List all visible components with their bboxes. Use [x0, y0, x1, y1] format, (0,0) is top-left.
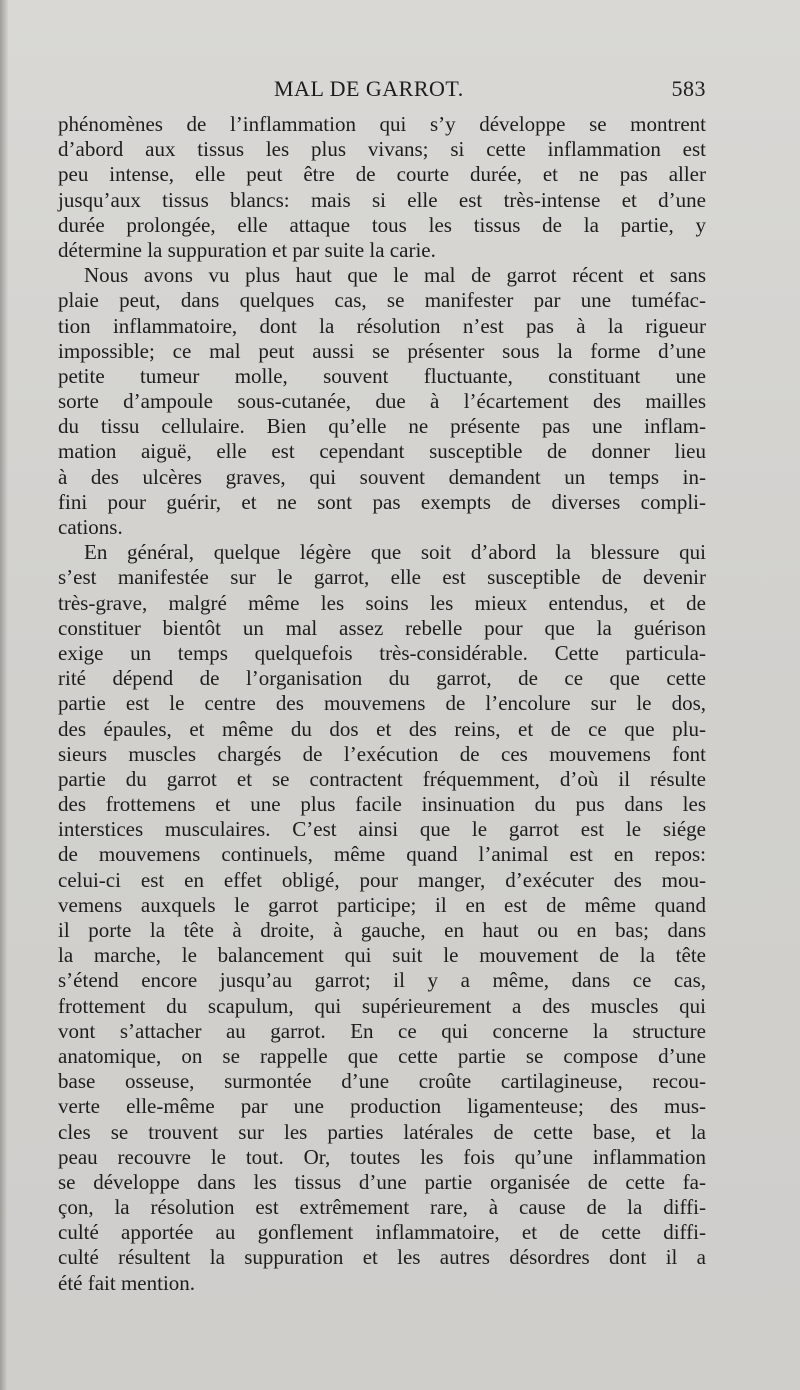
text-line: interstices musculaires. C’est ainsi que le garrot est le siége [58, 817, 706, 842]
text-line: des épaules, et même du dos et des reins, et de ce que plu- [58, 716, 706, 741]
text-line: des frottemens et une plus facile insinuation du pus dans les [58, 792, 706, 817]
text-line: Nous avons vu plus haut que le mal de garrot récent et sans [84, 263, 706, 288]
text-line: sieurs muscles chargés de l’exécution de ces mouvemens font [58, 741, 706, 766]
text-line: exige un temps quelquefois très-considérable. Cette particula- [58, 640, 706, 665]
text-line: se développe dans les tissus d’une partie organisée de cette fa- [58, 1169, 706, 1194]
text-line: mation aiguë, elle est cependant susceptible de donner lieu [58, 439, 706, 464]
text-line: très-grave, malgré même les soins les mieux entendus, et de [58, 590, 706, 615]
text-line: il porte la tête à droite, à gauche, en haut ou en bas; dans [58, 918, 706, 942]
text-line: à des ulcères graves, qui souvent demandent un temps in- [58, 464, 706, 489]
text-line: durée prolongée, elle attaque tous les tissus de la partie, y [58, 212, 706, 237]
text-line: détermine la suppuration et par suite la carie. [58, 237, 436, 262]
text-line: s’étend encore jusqu’au garrot; il y a même, dans ce cas, [58, 968, 706, 993]
text-line: rité dépend de l’organisation du garrot, de ce que cette [58, 666, 706, 691]
running-title: MAL DE GARROT. [274, 76, 464, 101]
page-number: 583 [671, 76, 706, 101]
text-line: plaie peut, dans quelques cas, se manifester par une tuméfac- [58, 288, 706, 313]
text-line: vont s’attacher au garrot. En ce qui concerne la structure [58, 1018, 706, 1043]
text-line: peau recouvre le tout. Or, toutes les fois qu’une inflammation [58, 1144, 706, 1169]
text-line: celui-ci est en effet obligé, pour manger, d’exécuter des mou- [58, 867, 706, 892]
text-line: cles se trouvent sur les parties latérales de cette base, et la [58, 1119, 706, 1144]
text-block [58, 112, 706, 1296]
text-line: tion inflammatoire, dont la résolution n’est pas à la rigueur [58, 313, 706, 338]
text-line: peu intense, elle peut être de courte durée, et ne pas aller [58, 162, 706, 187]
text-line: été fait mention. [58, 1270, 196, 1295]
text-line: d’abord aux tissus les plus vivans; si cette inflammation est [58, 137, 706, 162]
paragraph-1 [58, 112, 706, 263]
text-line: anatomique, on se rappelle que cette partie se compose d’une [58, 1043, 706, 1068]
text-line: la marche, le balancement qui suit le mouvement de la tête [58, 943, 706, 968]
text-line: s’est manifestée sur le garrot, elle est susceptible de devenir [58, 565, 706, 590]
text-line: çon, la résolution est extrêmement rare, à cause de la diffi- [58, 1195, 706, 1220]
text-line: partie est le centre des mouvemens de l’encolure sur le dos, [58, 691, 706, 716]
text-line: partie du garrot et se contractent fréquemment, d’où il résulte [58, 766, 706, 791]
text-line: cations. [58, 515, 123, 539]
text-line: frottement du scapulum, qui supérieurement a des muscles qui [58, 993, 706, 1018]
text-line: de mouvemens continuels, même quand l’animal est en repos: [58, 842, 706, 867]
text-line: sorte d’ampoule sous-cutanée, due à l’écartement des mailles [58, 389, 706, 414]
paragraph-2 [58, 263, 706, 540]
text-line: verte elle-même par une production ligamenteuse; des mus- [58, 1094, 706, 1119]
text-line: culté résultent la suppuration et les autres désordres dont il a [58, 1245, 706, 1270]
text-line: constituer bientôt un mal assez rebelle pour que la guérison [58, 615, 706, 640]
running-head [58, 76, 708, 106]
text-line: culté apportée au gonflement inflammatoire, et de cette diffi- [58, 1220, 706, 1245]
text-line: fini pour guérir, et ne sont pas exempts de diverses compli- [58, 489, 706, 514]
text-line: phénomènes de l’inflammation qui s’y développe se montrent [58, 112, 706, 136]
page-edge [0, 0, 8, 1390]
paragraph-3 [58, 540, 706, 1296]
text-line: impossible; ce mal peut aussi se présenter sous la forme d’une [58, 338, 706, 363]
text-line: du tissu cellulaire. Bien qu’elle ne présente pas une inflam- [58, 414, 706, 439]
text-line: petite tumeur molle, souvent fluctuante, constituant une [58, 363, 706, 388]
text-line: En général, quelque légère que soit d’abord la blessure qui [84, 540, 706, 565]
text-line: jusqu’aux tissus blancs: mais si elle est très-intense et d’une [58, 187, 706, 212]
text-line: base osseuse, surmontée d’une croûte cartilagineuse, recou- [58, 1069, 706, 1094]
text-line: vemens auxquels le garrot participe; il en est de même quand [58, 892, 706, 917]
